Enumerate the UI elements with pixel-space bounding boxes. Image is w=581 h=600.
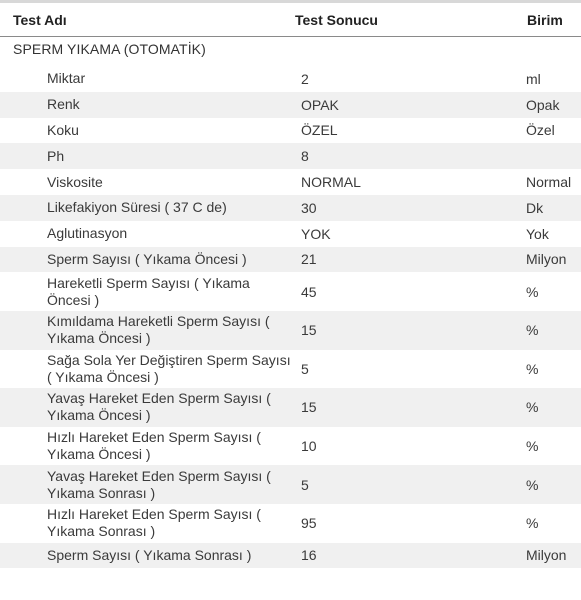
header-unit: Birim	[527, 12, 563, 28]
row-test-result: 2	[301, 70, 309, 87]
row-test-name: Miktar	[47, 70, 86, 87]
row-test-result: 15	[301, 322, 317, 339]
row-test-name: Hareketli Sperm Sayısı ( Yıkama Öncesi )	[47, 274, 250, 308]
table-row	[0, 118, 581, 144]
table-row	[0, 388, 581, 427]
row-unit: Özel	[526, 122, 555, 139]
row-test-name: Aglutinasyon	[47, 225, 128, 242]
row-unit: Milyon	[526, 547, 567, 564]
table-row	[0, 311, 581, 350]
row-unit: %	[526, 283, 539, 300]
row-test-name: Viskosite	[47, 173, 103, 190]
table-row	[0, 465, 581, 504]
header-test-result: Test Sonucu	[295, 12, 378, 28]
section-title: SPERM YIKAMA (OTOMATİK)	[13, 41, 206, 57]
row-test-result: YOK	[301, 225, 331, 242]
row-test-result: NORMAL	[301, 174, 361, 191]
row-unit: ml	[526, 70, 541, 87]
row-unit: %	[526, 515, 539, 532]
row-test-name: Hızlı Hareket Eden Sperm Sayısı ( Yıkama Sonrası )	[47, 506, 261, 540]
table-row	[0, 66, 581, 92]
table-row	[0, 504, 581, 543]
row-test-name: Ph	[47, 147, 65, 164]
row-unit: Yok	[526, 225, 549, 242]
table-row	[0, 543, 581, 569]
table-row	[0, 427, 581, 466]
header-test-name: Test Adı	[13, 12, 67, 28]
table-header	[0, 3, 581, 37]
row-test-name: Hızlı Hareket Eden Sperm Sayısı ( Yıkama Öncesi )	[47, 429, 261, 463]
row-unit: Dk	[526, 199, 544, 216]
row-test-name: Likefakiyon Süresi ( 37 C de)	[47, 199, 227, 216]
row-unit	[526, 143, 581, 169]
row-unit: Opak	[526, 96, 560, 113]
row-test-result: ÖZEL	[301, 122, 338, 139]
row-unit: %	[526, 399, 539, 416]
table-row	[0, 143, 581, 169]
row-unit: Milyon	[526, 251, 567, 268]
row-test-result: 30	[301, 199, 317, 216]
row-test-name: Sağa Sola Yer Değiştiren Sperm Sayısı ( Yıkama Öncesi )	[47, 351, 291, 385]
table-row	[0, 350, 581, 389]
table-row	[0, 92, 581, 118]
row-test-name: Sperm Sayısı ( Yıkama Öncesi )	[47, 250, 247, 267]
table-row	[0, 195, 581, 221]
table-row	[0, 272, 581, 311]
row-test-result: 8	[301, 148, 309, 165]
table-row	[0, 247, 581, 273]
row-test-result: 45	[301, 283, 317, 300]
table-row	[0, 221, 581, 247]
row-test-name: Yavaş Hareket Eden Sperm Sayısı ( Yıkama Sonrası )	[47, 467, 271, 501]
row-test-name: Renk	[47, 96, 80, 113]
row-test-result: 16	[301, 547, 317, 564]
table-row	[0, 169, 581, 195]
row-test-name: Yavaş Hareket Eden Sperm Sayısı ( Yıkama Öncesi )	[47, 390, 271, 424]
row-test-name: Koku	[47, 121, 79, 138]
row-test-result: 5	[301, 476, 309, 493]
row-test-result: 15	[301, 399, 317, 416]
row-test-result: 21	[301, 251, 317, 268]
row-test-name: Sperm Sayısı ( Yıkama Sonrası )	[47, 546, 252, 563]
row-test-result: OPAK	[301, 96, 339, 113]
row-unit: %	[526, 360, 539, 377]
row-unit: %	[526, 322, 539, 339]
row-test-name: Kımıldama Hareketli Sperm Sayısı ( Yıkama Öncesi )	[47, 313, 270, 347]
row-unit: Normal	[526, 174, 572, 191]
row-unit: %	[526, 438, 539, 455]
results-table-body	[0, 66, 581, 568]
row-unit: %	[526, 476, 539, 493]
row-test-result: 5	[301, 360, 309, 377]
row-test-result: 95	[301, 515, 317, 532]
row-test-result: 10	[301, 438, 317, 455]
